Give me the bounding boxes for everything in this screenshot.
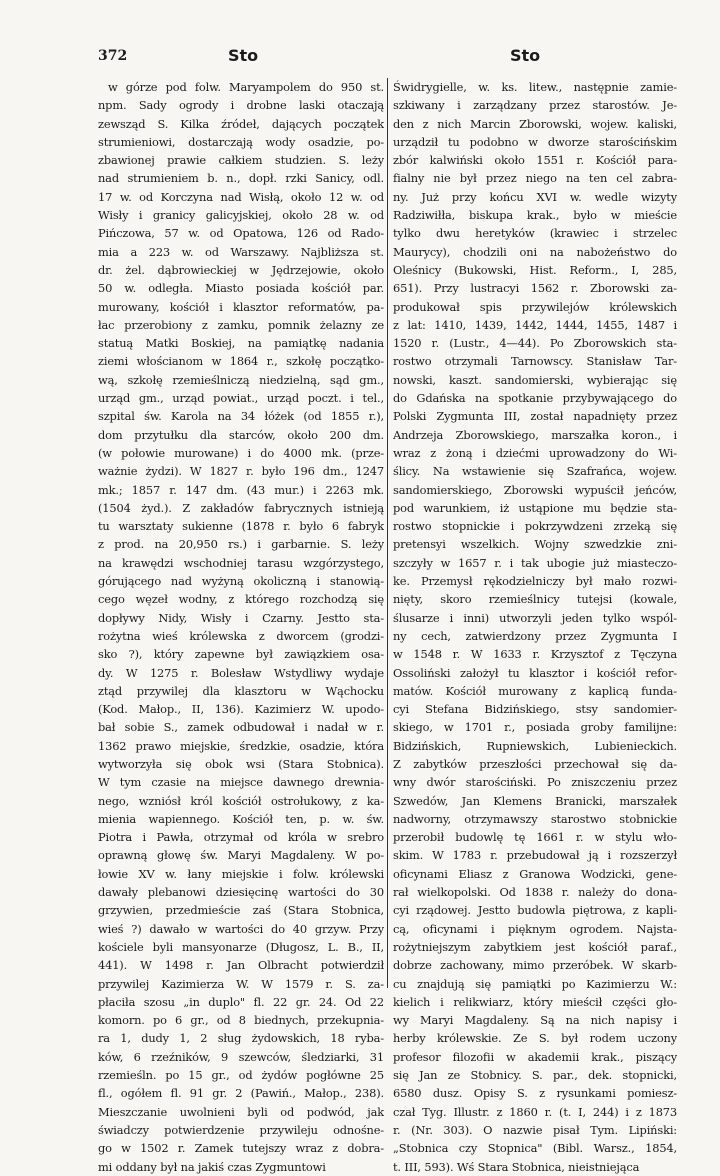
text-line: ślicy. Na wstawienie się Szafrańca, wojew. bbox=[393, 464, 677, 479]
text-line: W tym czasie na miejsce dawnego drewnia- bbox=[98, 775, 384, 790]
text-line: dawały plebanowi dziesięcinę wartości do 30 bbox=[98, 885, 384, 900]
text-line: mienia wapiennego. Kościół ten, p. w. św. bbox=[98, 811, 384, 826]
text-line: npm. Sady ogrody i drobne laski otaczają bbox=[98, 98, 384, 113]
running-head-left: Sto bbox=[228, 46, 259, 65]
text-line: Z zabytków przeszłości przechował się da- bbox=[393, 756, 677, 771]
text-line: cą, oficynami i pięknym ogrodem. Najsta- bbox=[393, 921, 677, 936]
text-line: 17 w. od Korczyna nad Wisłą, około 12 w. od bbox=[98, 189, 384, 204]
text-line: wy Maryi Magdaleny. Są na nich napisy i bbox=[393, 1013, 677, 1028]
text-line: ków, 6 rzeźników, 9 szewców, śledziarki, 31 bbox=[98, 1049, 384, 1064]
text-line: matów. Kościół murowany z kaplicą funda- bbox=[393, 683, 677, 698]
text-line: nego, wzniósł król kościół ostrołukowy, z ka- bbox=[98, 793, 384, 808]
text-line: rzemieśln. po 15 gr., od żydów pogłówne 25 bbox=[98, 1068, 384, 1083]
text-line: nięty, skoro rzemieślnicy tutejsi (kowale, bbox=[393, 592, 677, 607]
text-line: zewsząd S. Kilka źródeł, dających początek bbox=[98, 116, 384, 131]
text-line: sandomierskiego, Zborowski wypuścił jeńców, bbox=[393, 482, 677, 497]
text-line: wraz z żoną i dziećmi uprowadzony do Wi- bbox=[393, 445, 677, 460]
text-line: t. III, 593). Wś Stara Stobnica, nieistniejąca bbox=[393, 1159, 640, 1174]
text-line: Polski Zygmunta III, został napadnięty przez bbox=[393, 409, 677, 424]
text-line: (1504 żyd.). Z zakładów fabrycznych istnieją bbox=[98, 500, 384, 515]
text-line: ra 1, dudy 1, 2 sług żydowskich, 18 rybа- bbox=[98, 1031, 384, 1046]
text-line: tu warsztaty sukienne (1878 r. było 6 fabryk bbox=[98, 519, 384, 534]
text-line: fl., ogółem fl. 91 gr. 2 (Pawiń., Małop., 238). bbox=[98, 1086, 384, 1101]
text-line: Mieszczanie uwolnieni byli od podwód, jak bbox=[98, 1104, 384, 1119]
text-line: dr. żel. dąbrowieckiej w Jędrzejowie, około bbox=[98, 262, 384, 277]
text-line: rał wielkopolski. Od 1838 r. należy do donа- bbox=[393, 885, 677, 900]
text-line: cego węzeł wodny, z którego rozchodzą się bbox=[98, 592, 384, 607]
text-line: pod warunkiem, iż ustąpione mu będzie sta- bbox=[393, 500, 677, 515]
text-line: mi oddany był na jakiś czas Zygmuntowi bbox=[98, 1159, 326, 1174]
text-line: 50 w. odległa. Miasto posiada kościół par. bbox=[98, 281, 384, 296]
text-line: czał Tyg. Illustr. z 1860 r. (t. I, 244) i z 1873 bbox=[393, 1104, 677, 1119]
text-line: kielich i relikwiarz, który mieścił części gło- bbox=[393, 994, 677, 1009]
text-line: komorn. po 6 gr., od 8 biednych, przekupnia- bbox=[98, 1013, 384, 1028]
text-line: do Gdańska na spotkanie przybywającego do bbox=[393, 391, 677, 406]
text-line: urząd gm., urząd powiat., urząd poczt. i tel., bbox=[98, 391, 384, 406]
text-line: strumieniowi, dostarczają wody osadzie, po- bbox=[98, 134, 384, 149]
text-line: cyi rządowej. Jestto budowla piętrowa, z kapli- bbox=[393, 903, 677, 918]
text-line: łowie XV w. łany miejskie i folw. królewski bbox=[98, 866, 384, 881]
right-text-column bbox=[393, 78, 677, 1176]
text-line: dobrze zachowany, mimo przeróbek. W skarb- bbox=[393, 958, 677, 973]
text-line: Oleśnicy (Bukowski, Hist. Reform., I, 285, bbox=[393, 262, 677, 277]
text-line: Piotra i Pawła, otrzymał od króla w srebro bbox=[98, 830, 384, 845]
text-line: oprawną głowę św. Maryi Magdaleny. W po- bbox=[98, 848, 384, 863]
text-line: „Stobnica czy Stopnica" (Bibl. Warsz., 1854, bbox=[393, 1141, 677, 1156]
text-line: mia a 223 w. od Warszawy. Najbliższa st. bbox=[98, 244, 384, 259]
text-line: nadworny, otrzymawszy starostwo stobnickie bbox=[393, 811, 677, 826]
text-line: 441). W 1498 r. Jan Olbracht potwierdził bbox=[98, 958, 384, 973]
text-line: na krawędzi wschodniej tarasu wzgórzystego, bbox=[98, 555, 384, 570]
page-number: 372 bbox=[98, 48, 128, 64]
text-line: den z nich Marcin Zborowski, wojew. kaliski, bbox=[393, 116, 677, 131]
text-line: (Kod. Małop., II, 136). Kazimierz W. upodo- bbox=[98, 702, 384, 717]
text-line: rożytniejszym zabytkiem jest kościół paraf., bbox=[393, 939, 677, 954]
text-line: rostwo stopnickie i pokrzywdzeni zrzeką się bbox=[393, 519, 677, 534]
text-line: dy. W 1275 r. Bolesław Wstydliwy wydaje bbox=[98, 665, 384, 680]
text-line: Ossoliński założył tu klasztor i kościół refor- bbox=[393, 665, 677, 680]
text-line: zbór kalwiński około 1551 r. Kościół para- bbox=[393, 153, 677, 168]
text-line: cyi Stefana Bidzińskiego, stsy sandomier- bbox=[393, 702, 677, 717]
text-line: płaciła szosu „in duplo" fl. 22 gr. 24. Od 22 bbox=[98, 994, 384, 1009]
text-line: urządził tu podobno w dworze starościńskim bbox=[393, 134, 677, 149]
text-line: Bidzińskich, Rupniewskich, Lubienieckich. bbox=[393, 738, 677, 753]
text-line: kościele byli mansyonarze (Długosz, L. B., II, bbox=[98, 939, 384, 954]
text-line: bał sobie S., zamek odbudował i nadał w r. bbox=[98, 720, 384, 735]
text-line: statuą Matki Boskiej, na pamiątkę nadania bbox=[98, 336, 384, 351]
text-line: się Jan ze Stobnicy. S. par., dek. stopnicki, bbox=[393, 1068, 677, 1083]
text-line: szkiwany i zarządzany przez starostów. Je- bbox=[393, 98, 677, 113]
running-head-right: Sto bbox=[510, 46, 541, 65]
text-line: 6580 dusz. Opisy S. z rysunkami pomiesz- bbox=[393, 1086, 677, 1101]
text-line: wą, szkołę rzemieślniczą niedzielną, sąd gm., bbox=[98, 372, 384, 387]
text-line: Maurycy), chodzili oni na nabożeństwo do bbox=[393, 244, 677, 259]
text-line: rożytna wieś królewska z dworcem (grodzi- bbox=[98, 628, 384, 643]
text-line: grzywien, przedmieście zaś (Stara Stobnica, bbox=[98, 903, 384, 918]
text-line: herby królewskie. Ze S. był rodem uczony bbox=[393, 1031, 677, 1046]
text-line: murowany, kościół i klasztor reformatów, pa- bbox=[98, 299, 384, 314]
text-line: tylko dwu heretyków (krawiec i strzelec bbox=[393, 226, 677, 241]
text-line: wieś ?) dawało w wartości do 40 grzyw. Przy bbox=[98, 921, 384, 936]
text-line: 651). Przy lustracyi 1562 r. Zborowski za- bbox=[393, 281, 677, 296]
text-line: ślusarze i inni) utworzyli jeden tylko wspól- bbox=[393, 610, 677, 625]
text-line: szpital św. Karola na 34 łóżek (od 1855 r.), bbox=[98, 409, 384, 424]
text-line: skiego, w 1701 r., posiada groby familijne: bbox=[393, 720, 677, 735]
text-line: r. (Nr. 303). O nazwie pisał Tym. Lipiński: bbox=[393, 1122, 677, 1137]
text-line: produkował spis przywilejów królewskich bbox=[393, 299, 677, 314]
text-line: w górze pod folw. Maryampolem do 950 st. bbox=[108, 80, 384, 94]
text-line: ny cech, zatwierdzony przez Zygmunta I bbox=[393, 628, 677, 643]
text-line: profesor filozofii w akademii krak., piszący bbox=[393, 1049, 677, 1064]
text-line: ke. Przemysł rękodzielniczy był mało rozwi- bbox=[393, 574, 677, 589]
text-line: skim. W 1783 r. przebudował ją i rozszerzył bbox=[393, 848, 677, 863]
text-line: cu znajdują się pamiątki po Kazimierzu W.: bbox=[393, 976, 677, 991]
text-line: z lat: 1410, 1439, 1442, 1444, 1455, 1487 i bbox=[393, 317, 677, 332]
text-line: Andrzeja Zborowskiego, marszałka koron., i bbox=[393, 427, 677, 442]
text-line: go w 1502 r. Zamek tutejszy wraz z dobra- bbox=[98, 1141, 384, 1156]
text-line: z prod. na 20,950 rs.) i garbarnie. S. leży bbox=[98, 537, 384, 552]
text-line: (w połowie murowane) i do 4000 mk. (prze- bbox=[98, 445, 384, 460]
text-line: świadczy potwierdzenie przywileju odnośne- bbox=[98, 1122, 384, 1137]
column-divider bbox=[387, 78, 388, 988]
text-line: ziemi włościanom w 1864 r., szkołę początko- bbox=[98, 354, 384, 369]
text-line: 1362 prawo miejskie, średzkie, osadzie, która bbox=[98, 738, 384, 753]
text-line: górującego nad wyżyną okoliczną i stanowią- bbox=[98, 574, 384, 589]
page-header bbox=[0, 42, 720, 72]
text-line: Pińczowa, 57 w. od Opatowa, 126 od Rado- bbox=[98, 226, 384, 241]
text-line: dom przytułku dla starców, około 200 dm. bbox=[98, 427, 384, 442]
text-line: sko ?), który zapewne był zawiązkiem osa- bbox=[98, 647, 384, 662]
text-line: ny. Już przy końcu XVI w. wedle wizyty bbox=[393, 189, 677, 204]
text-line: Radziwiłła, biskupa krak., było w mieście bbox=[393, 208, 677, 223]
text-line: Wisły i granicy galicyjskiej, około 28 w. od bbox=[98, 208, 384, 223]
text-line: dopływy Nidy, Wisły i Czarny. Jestto sta- bbox=[98, 610, 384, 625]
text-line: wytworzyła się obok wsi (Stara Stobnica). bbox=[98, 756, 384, 771]
left-text-column bbox=[98, 78, 384, 1176]
text-line: w 1548 r. W 1633 r. Krzysztof z Tęczyna bbox=[393, 647, 677, 662]
text-line: łac przerobiony z zamku, pomnik żelazny ze bbox=[98, 317, 384, 332]
text-line: przywilej Kazimierza W. W 1579 r. S. za- bbox=[98, 976, 384, 991]
text-line: Szwedów, Jan Klemens Branicki, marszałek bbox=[393, 793, 677, 808]
text-line: fialny nie był przez niego na ten cel zabra- bbox=[393, 171, 677, 186]
text-line: 1520 r. (Lustr., 4—44). Po Zborowskich sta- bbox=[393, 336, 677, 351]
text-line: nowski, kaszt. sandomierski, wybierając się bbox=[393, 372, 677, 387]
text-line: mk.; 1857 r. 147 dm. (43 mur.) i 2263 mk. bbox=[98, 482, 384, 497]
text-line: przerobił budowlę tę 1661 r. w stylu wło- bbox=[393, 830, 677, 845]
text-line: oficynami Eliasz z Granowa Wodzicki, gene- bbox=[393, 866, 677, 881]
text-line: szczyły w 1657 r. i tak ubogie już miasteczo- bbox=[393, 555, 677, 570]
text-line: rostwo otrzymali Tarnowscy. Stanisław Tar- bbox=[393, 354, 677, 369]
text-line: ztąd przywilej dla klasztoru w Wąchocku bbox=[98, 683, 384, 698]
text-line: Świdrygielle, w. ks. litew., następnie zamie- bbox=[393, 80, 677, 94]
text-line: nad strumieniem b. n., dopł. rzki Sanicy, odl. bbox=[98, 171, 384, 186]
text-line: ważnie żydzi). W 1827 r. było 196 dm., 1247 bbox=[98, 464, 384, 479]
text-line: wny dwór starościński. Po zniszczeniu przez bbox=[393, 775, 677, 790]
text-line: zbawionej prawie całkiem studzien. S. leży bbox=[98, 153, 384, 168]
text-line: pretensyi wszelkich. Wojny szwedzkie zni- bbox=[393, 537, 677, 552]
